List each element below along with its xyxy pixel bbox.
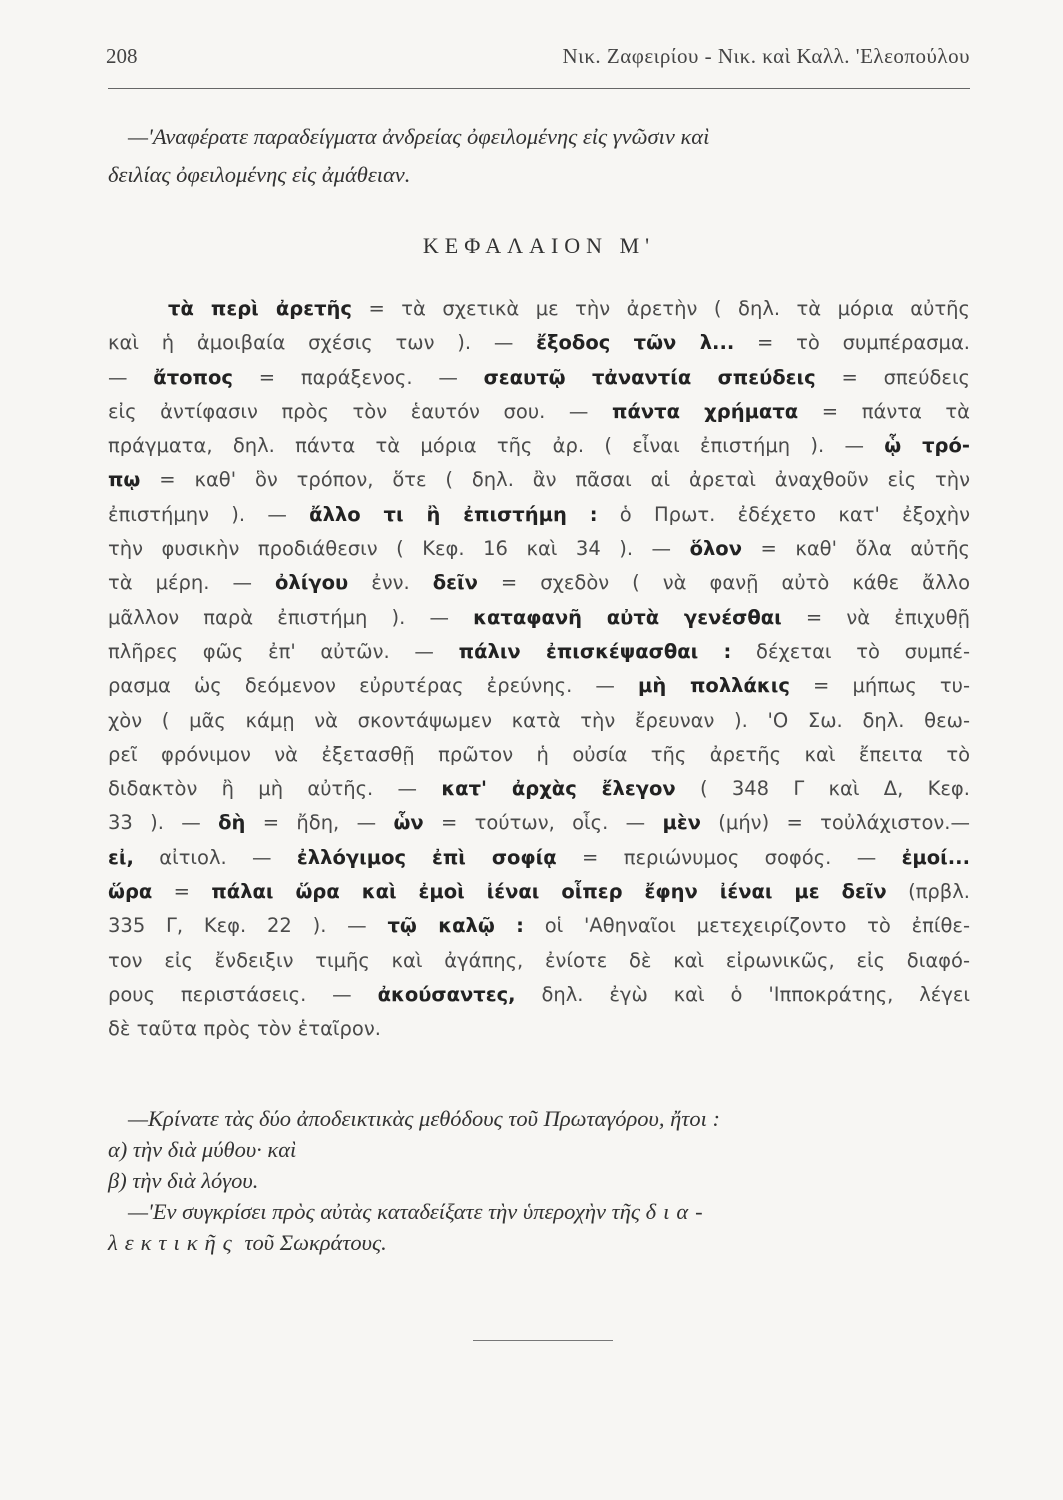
gloss: ρασμα ὡς δεόμενον εὐρυτέρας ἐρεύνης. — [108,674,639,698]
gloss: 33 ). — [108,811,219,835]
lemma: πῳ [108,468,141,492]
gloss: οἱ 'Αθηναῖοι μετεχειρίζοντο τὸ ἐπίθε- [523,914,970,938]
note-line [108,532,970,566]
gloss: πλῆρες φῶς ἐπ' αὐτῶν. — [108,639,459,663]
lemma: ὀλίγου [275,571,349,595]
note-line [108,292,970,326]
lemma: ἄτοπος [153,365,233,389]
lemma: σεαυτῷ τἀναντία σπεύδεις [483,365,816,389]
lemma: πάλαι ὥρα καὶ ἐμοὶ ἰέναι οἷπερ ἔφην ἰέναι με δεῖν [211,880,887,904]
commentary-notes [108,292,970,1047]
gloss: = μήπως τυ- [789,674,970,698]
question-2-line-5 [108,1227,970,1258]
lemma: κατ' ἀρχὰς ἔλεγον [441,777,676,801]
gloss: = [152,880,212,904]
gloss: τὰ μέρη. — [108,571,275,595]
chapter-title: ΚΕΦΑΛΑΙΟΝ Μ' [422,233,656,258]
gloss: 335 Γ, Κεφ. 22 ). — [108,914,388,938]
gloss: ( 348 Γ καὶ Δ, Κεφ. [675,777,970,801]
note-line [108,498,970,532]
spaced-term: δια- [645,1199,710,1224]
lemma: καταφανῆ αὐτὰ γενέσθαι [473,605,782,629]
note-line [108,909,970,943]
gloss: μᾶλλον παρὰ ἐπιστήμη ). — [108,605,474,629]
question-1-line-2: δειλίας ὀφειλομένης εἰς ἀμάθειαν. [108,162,411,187]
gloss: = τούτων, οἷς. — [423,811,663,835]
question-2-option-b: β) τὴν διὰ λόγου. [108,1168,259,1193]
gloss: ἐπιστήμην ). — [108,502,310,526]
note-line [108,395,970,429]
note-line [108,566,970,600]
gloss: (πρβλ. [886,880,970,904]
question-text: —'Εν συγκρίσει πρὸς αὐτὰς καταδείξατε τὴν ὑπεροχὴν τῆς [128,1199,646,1224]
lemma: ἐμοί... [901,845,970,869]
lemma: ὥρα [108,880,153,904]
lemma: ἔξοδος τῶν λ... [536,331,735,355]
note-line [108,875,970,909]
spaced-term: λεκτικῆς [108,1230,239,1255]
note-line [108,463,970,497]
gloss: διδακτὸν ἢ μὴ αὐτῆς. — [108,777,442,801]
lemma: εἰ, [108,845,134,869]
note-line [108,601,970,635]
note-line [108,841,970,875]
gloss: τὴν φυσικὴν προδιάθεσιν ( Κεφ. 16 καὶ 34 ). — [108,537,690,561]
gloss: πράγματα, δηλ. πάντα τὰ μόρια τῆς ἀρ. ( εἶναι ἐπιστήμη ). — [108,434,885,458]
note-line: ρεῖ φρόνιμον νὰ ἐξετασθῇ πρῶτον ἡ οὐσία τῆς ἀρετῆς καὶ ἔπειτα τὸ [108,742,970,766]
gloss: = καθ' ὅλα αὐτῆς [741,537,971,561]
gloss: = σχεδὸν ( νὰ φανῇ αὐτὸ κάθε ἄλλο [477,571,971,595]
book-page [108,0,970,1500]
gloss: = καθ' ὃν τρόπον, ὅτε ( δηλ. ἂν πᾶσαι αἱ ἀρεταὶ ἀναχθοῦν εἰς τὴν [140,468,970,492]
note-line: δὲ ταῦτα πρὸς τὸν ἑταῖρον. [108,1017,381,1041]
question-2-line-4 [108,1196,970,1227]
page-header [108,44,970,84]
gloss: ἐνν. [348,571,433,595]
gloss: = σπεύδεις [815,365,971,389]
lemma: τῷ καλῷ : [387,914,524,938]
note-line: τον εἰς ἔνδειξιν τιμῆς καὶ ἀγάπης, ἐνίοτε δὲ καὶ εἰρωνικῶς, εἰς διαφό- [108,948,970,972]
lemma: μὲν [662,811,701,835]
note-line [108,635,970,669]
gloss: εἰς ἀντίφασιν πρὸς τὸν ἑαυτόν σου. — [108,399,613,423]
gloss: δέχεται τὸ συμπέ- [731,639,970,663]
lemma: ἐλλόγιμος ἐπὶ σοφίᾳ [296,845,557,869]
gloss: καὶ ἡ ἀμοιβαία σχέσις των ). — [108,331,537,355]
gloss: αἰτιολ. — [133,845,297,869]
note-line: χὸν ( μᾶς κάμῃ νὰ σκοντάψωμεν κατὰ τὴν ἔρευναν ). 'Ο Σω. δηλ. θεω- [108,708,970,732]
gloss: = τὰ σχετικὰ με τὴν ἀρετὴν ( δηλ. τὰ μόρια αὐτῆς [351,297,970,320]
note-line [108,326,970,360]
lemma: τὰ περὶ ἀρετῆς [168,297,352,320]
lemma: πάλιν ἐπισκέψασθαι : [458,639,732,663]
question-text: τοῦ Σωκράτους. [238,1230,387,1255]
lemma: δεῖν [432,571,478,595]
lemma: ὅλον [689,537,742,561]
note-line [108,978,970,1012]
gloss: = ἤδη, — [245,811,394,835]
note-line [108,429,970,463]
gloss: — [108,365,154,389]
header-rule [108,88,970,89]
lemma: ἄλλο τι ἢ ἐπιστήμη : [309,502,598,526]
lemma: μὴ πολλάκις [638,674,790,698]
lemma: ὧν [393,811,424,835]
exercise-question-2 [108,1103,970,1258]
question-2-option-a: α) τὴν διὰ μύθου· καὶ [108,1137,297,1162]
note-line [108,772,970,806]
note-line [108,669,970,703]
gloss: = νὰ ἐπιχυθῇ [781,605,970,629]
gloss: = περιώνυμος σοφός. — [556,845,902,869]
note-line [108,361,970,395]
section-end-rule [473,1340,613,1341]
lemma: πάντα χρήματα [612,399,799,423]
gloss: ρους περιστάσεις. — [108,982,378,1006]
gloss: = πάντα τὰ [798,399,971,423]
running-head: Νικ. Ζαφειρίου - Νικ. καὶ Καλλ. 'Ελεοπούλου [562,44,970,68]
lemma: δὴ [218,811,246,835]
lemma: ᾧ τρό- [884,434,970,458]
question-1-line-1: —'Αναφέρατε παραδείγματα ἀνδρείας ὀφειλομένης εἰς γνῶσιν καὶ [128,124,710,149]
gloss: = τὸ συμπέρασμα. [734,331,970,355]
exercise-question-1 [108,118,970,194]
lemma: ἀκούσαντες, [377,982,516,1006]
question-2-line-1: —Κρίνατε τὰς δύο ἀποδεικτικὰς μεθόδους τοῦ Πρωταγόρου, ἤτοι : [128,1106,720,1131]
note-line [108,806,970,840]
gloss: (μήν) = τοὐλάχιστον.— [700,811,971,835]
gloss: δηλ. ἐγὼ καὶ ὁ 'Ιπποκράτης, λέγει [515,982,970,1006]
gloss: ὁ Πρωτ. ἐδέχετο κατ' ἐξοχὴν [597,502,970,526]
gloss: = παράξενος. — [232,365,484,389]
page-number: 208 [106,44,138,68]
